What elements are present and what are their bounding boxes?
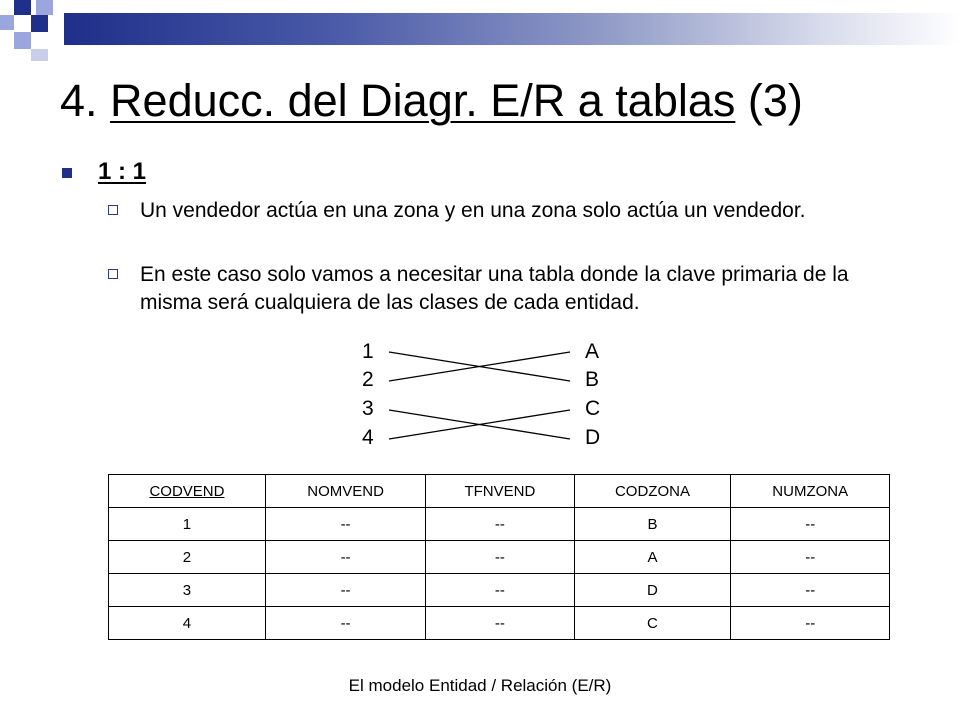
table-row	[109, 541, 890, 574]
table-cell: 3	[109, 574, 266, 607]
right-item: C	[585, 397, 601, 420]
table-cell: --	[265, 607, 425, 640]
column-header: NOMVEND	[265, 475, 425, 508]
table-row	[109, 607, 890, 640]
table-cell: --	[265, 541, 425, 574]
column-header: CODVEND	[109, 475, 266, 508]
table-cell: 2	[109, 541, 266, 574]
column-header: CODZONA	[574, 475, 731, 508]
table-cell: A	[574, 541, 731, 574]
column-header: TFNVEND	[426, 475, 574, 508]
table-cell: --	[265, 508, 425, 541]
right-item: B	[585, 368, 600, 391]
right-item: D	[585, 426, 601, 449]
table-cell: B	[574, 508, 731, 541]
table-cell: --	[265, 574, 425, 607]
table-cell: --	[731, 607, 890, 640]
left-item: 3	[362, 397, 374, 420]
left-item: 4	[362, 426, 374, 449]
table-cell: --	[731, 508, 890, 541]
table-cell: 4	[109, 607, 266, 640]
title-prefix: 4.	[60, 75, 111, 126]
table-cell: C	[574, 607, 731, 640]
table-row	[109, 574, 890, 607]
sub-point-text: En este caso solo vamos a necesitar una tabla donde la clave primaria de la misma será cualquiera de las clases de cada entidad.	[140, 263, 849, 314]
table-cell: --	[731, 574, 890, 607]
table-header-row	[109, 475, 890, 508]
right-item: A	[585, 340, 600, 363]
column-header: NUMZONA	[731, 475, 890, 508]
title-main: Reducc. del Diagr. E/R a tablas	[110, 75, 736, 126]
title-suffix: (3)	[735, 75, 803, 126]
table-cell: --	[426, 508, 574, 541]
table-row	[109, 508, 890, 541]
vendedor-table	[108, 474, 890, 640]
table-cell: 1	[109, 508, 266, 541]
table-cell: --	[731, 541, 890, 574]
left-item: 1	[362, 340, 374, 363]
left-item: 2	[362, 368, 374, 391]
table-cell: --	[426, 574, 574, 607]
slide-footer: El modelo Entidad / Relación (E/R)	[348, 676, 612, 695]
table-cell: --	[426, 541, 574, 574]
bullet-heading: 1 : 1	[98, 158, 147, 185]
table-cell: D	[574, 574, 731, 607]
sub-point-text: Un vendedor actúa en una zona y en una zona solo actúa un vendedor.	[140, 199, 806, 222]
table-cell: --	[426, 607, 574, 640]
